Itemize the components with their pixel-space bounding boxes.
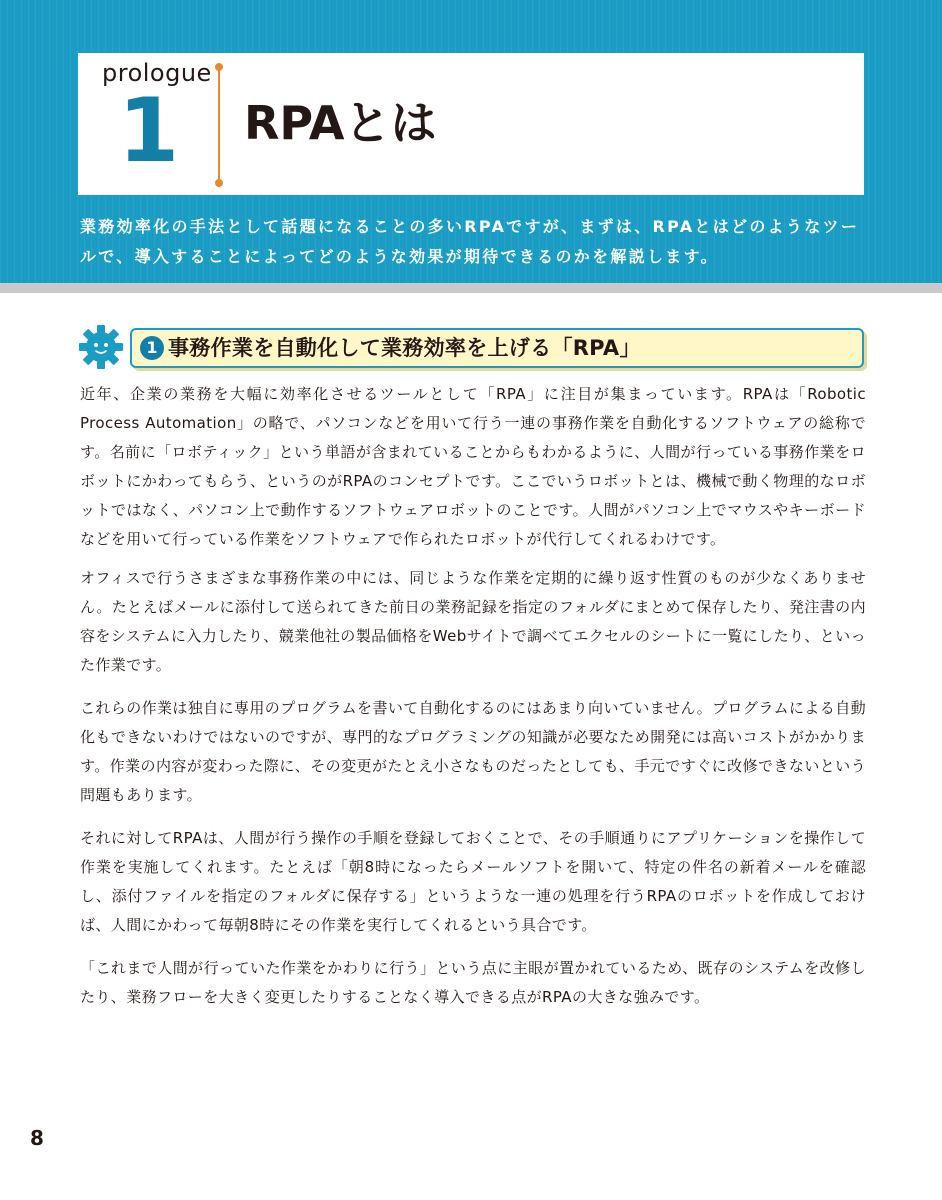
title-divider-dot-bottom — [215, 179, 223, 187]
chapter-lead: 業務効率化の手法として話題になることの多いRPAですが、まずは、RPAとはどのようなツールで、導入することによってどのような効果が期待できるのかを解説します。 — [80, 217, 860, 266]
prologue-number: 1 — [118, 79, 180, 182]
body-paragraph-3: これらの作業は独自に専用のプログラムを書いて自動化するのにはあまり向いていません。プログラムによる自動化もできないわけではないのですが、専門的なプログラミングの知識が必要なため開発には高いコストがかかります。作業の内容が変わった際に、その変更がたとえ小さなものだったとしても、手元ですぐに改修できないという問題もあります。 — [80, 699, 867, 804]
chapter-title-box — [78, 53, 864, 195]
chapter-title: RPAとは — [244, 96, 437, 150]
section-title: 事務作業を自動化して業務効率を上げる「RPA」 — [168, 336, 641, 360]
body-paragraph-4: それに対してRPAは、人間が行う操作の手順を登録しておくことで、その手順通りにアプリケーションを操作して作業を実施してくれます。たとえば「朝8時になったらメールソフトを開いて、特定の件名の新着メールを確認し、添付ファイルを指定のフォルダに保存する」というような一連の処理を行うRPAのロボットを作成しておけば、人間にかわって毎朝8時にその作業を実行してくれるという具合です。 — [80, 829, 866, 934]
body-paragraph-1: 近年、企業の業務を大幅に効率化させるツールとして「RPA」に注目が集まっています。RPAは「Robotic Process Automation」の略で、パソコンなどを用いて行う一連の事務作業を自動化するソフトウェアの総称です。名前に「ロボティック」という単語が含まれていることからもわかるように、人間が行っている事務作業をロボットにかわってもらう、というのがRPAのコンセプトです。ここでいうロボットとは、機械で動く物理的なロボットではなく、パソコン上で動作するソフトウェアロボットのことです。人間がパソコン上でマウスやキーボードなどを用いて行っている作業をソフトウェアで作られたロボットが代行してくれるわけです。 — [80, 385, 866, 548]
title-divider-line — [218, 67, 220, 183]
section-title-box — [130, 328, 864, 368]
gear-icon — [78, 324, 124, 370]
section-heading — [78, 322, 866, 372]
section-number-badge: 1 — [140, 336, 164, 360]
body-paragraph-5: 「これまで人間が行っていた作業をかわりに行う」という点に主眼が置かれているため、既存のシステムを改修したり、業務フローを大きく変更したりすることなく導入できる点がRPAの大きな強みです。 — [80, 959, 866, 1006]
title-divider-dot-top — [215, 63, 223, 71]
header-divider-strip — [0, 283, 942, 293]
page-number: 8 — [30, 1126, 44, 1150]
body-paragraph-2: オフィスで行うさまざまな事務作業の中には、同じような作業を定期的に繰り返す性質のものが少なくありません。たとえばメールに添付して送られてきた前日の業務記録を指定のフォルダにまとめて保存したり、発注書の内容をシステムに入力したり、競業他社の製品価格をWebサイトで調べてエクセルのシートに一覧にしたり、といった作業です。 — [80, 569, 866, 674]
prologue-label: prologue — [102, 59, 212, 87]
